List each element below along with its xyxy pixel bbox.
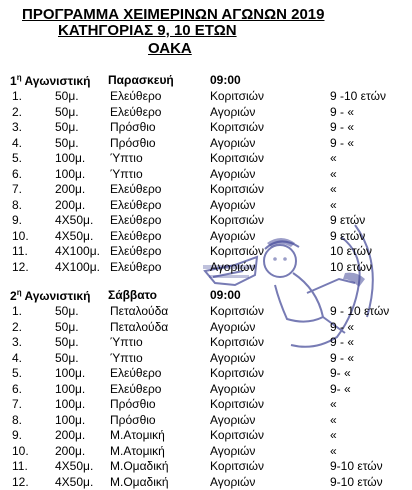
event-style: Μ.Ατομική (110, 443, 165, 458)
event-number: 5. (12, 366, 23, 380)
event-number: 6. (12, 381, 23, 396)
event-distance: 50μ. (55, 135, 79, 150)
event-row (10, 89, 405, 105)
event-style: Ύπτιο (110, 350, 143, 365)
event-row (10, 351, 405, 367)
event-distance: 100μ. (55, 397, 86, 411)
event-row (10, 382, 405, 398)
event-age: 10 ετών (330, 244, 372, 258)
event-number: 4. (12, 135, 23, 150)
event-age: « (330, 151, 337, 165)
event-distance: 100μ. (55, 151, 86, 165)
event-number: 7. (12, 182, 23, 196)
event-style: Ελεύθερο (110, 366, 162, 380)
event-number: 5. (12, 151, 23, 165)
event-style: Πεταλούδα (110, 304, 169, 318)
event-number: 3. (12, 335, 23, 349)
event-distance: 100μ. (55, 381, 86, 396)
event-number: 3. (12, 120, 23, 134)
event-distance: 50μ. (55, 89, 79, 103)
event-age: « (330, 397, 337, 411)
event-distance: 4Χ50μ. (55, 228, 94, 243)
event-gender: Αγοριών (210, 474, 256, 489)
event-distance: 200μ. (55, 443, 86, 458)
event-age: 9- « (330, 366, 351, 380)
event-gender: Κοριτσιών (210, 459, 265, 473)
event-gender: Αγοριών (210, 228, 256, 243)
event-age: 9- « (330, 381, 351, 396)
event-age: 9 - 10 ετών (330, 304, 390, 318)
event-row (10, 213, 405, 229)
session-1-events (10, 89, 405, 275)
event-age: « (330, 412, 337, 427)
event-distance: 50μ. (55, 319, 79, 334)
event-style: Πεταλούδα (110, 319, 169, 334)
event-style: Μ.Ομαδική (110, 459, 169, 473)
event-style: Ελεύθερο (110, 182, 162, 196)
event-gender: Κοριτσιών (210, 244, 265, 258)
event-row (10, 304, 405, 320)
event-style: Πρόσθιο (110, 135, 156, 150)
event-age: 9 - « (330, 120, 355, 134)
event-age: 10 ετών (330, 259, 372, 274)
session-time: 09:00 (210, 73, 241, 87)
event-number: 9. (12, 213, 23, 227)
event-distance: 50μ. (55, 335, 79, 349)
event-row (10, 428, 405, 444)
event-gender: Αγοριών (210, 166, 256, 181)
event-style: Ύπτιο (110, 151, 143, 165)
event-row (10, 366, 405, 382)
event-row (10, 244, 405, 260)
event-style: Ελεύθερο (110, 104, 162, 119)
event-number: 10. (12, 443, 29, 458)
event-number: 10. (12, 228, 29, 243)
event-age: 9 - « (330, 350, 355, 365)
session-title: $2^\eta$ Αγωνιστική (10, 288, 91, 303)
event-number: 1. (12, 89, 23, 103)
event-age: 9 -10 ετών (330, 89, 386, 103)
event-gender: Αγοριών (210, 350, 256, 365)
event-gender: Κοριτσιών (210, 120, 265, 134)
event-distance: 50μ. (55, 104, 79, 119)
event-style: Ελεύθερο (110, 259, 162, 274)
event-age: « (330, 443, 337, 458)
event-gender: Κοριτσιών (210, 397, 265, 411)
event-gender: Κοριτσιών (210, 304, 265, 318)
event-distance: 50μ. (55, 304, 79, 318)
event-style: Ελεύθερο (110, 213, 162, 227)
event-distance: 100μ. (55, 366, 86, 380)
event-distance: 50μ. (55, 120, 79, 134)
session-time: 09:00 (210, 288, 241, 302)
event-row (10, 136, 405, 152)
event-row (10, 182, 405, 198)
event-number: 11. (12, 459, 28, 473)
document-subtitle: ΚΑΤΗΓΟΡΙΑΣ 9, 10 ΕΤΩΝ (58, 22, 237, 39)
event-gender: Αγοριών (210, 412, 256, 427)
event-gender: Κοριτσιών (210, 182, 265, 196)
event-number: 2. (12, 319, 23, 334)
event-gender: Αγοριών (210, 135, 256, 150)
event-row (10, 120, 405, 136)
event-gender: Αγοριών (210, 104, 256, 119)
event-distance: 4Χ50μ. (55, 213, 94, 227)
event-row (10, 151, 405, 167)
event-row (10, 413, 405, 429)
event-style: Ελεύθερο (110, 228, 162, 243)
event-age: « (330, 166, 337, 181)
event-row (10, 444, 405, 460)
event-number: 4. (12, 350, 23, 365)
event-distance: 100μ. (55, 412, 86, 427)
event-distance: 200μ. (55, 428, 86, 442)
event-style: Μ.Ατομική (110, 428, 165, 442)
event-gender: Αγοριών (210, 381, 256, 396)
event-age: 9 ετών (330, 228, 366, 243)
event-age: 9-10 ετών (330, 474, 383, 489)
event-gender: Κοριτσιών (210, 213, 265, 227)
event-row (10, 260, 405, 276)
document-title: ΠΡΟΓΡΑΜΜΑ ΧΕΙΜΕΡΙΝΩΝ ΑΓΩΝΩΝ 2019 (22, 6, 325, 23)
event-gender: Κοριτσιών (210, 428, 265, 442)
event-distance: 50μ. (55, 350, 79, 365)
event-gender: Κοριτσιών (210, 151, 265, 165)
event-style: Ελεύθερο (110, 244, 162, 258)
event-row (10, 198, 405, 214)
event-age: « (330, 197, 337, 212)
event-age: 9-10 ετών (330, 459, 383, 473)
event-number: 11. (12, 244, 28, 258)
event-style: Ύπτιο (110, 166, 143, 181)
event-row (10, 167, 405, 183)
event-style: Πρόσθιο (110, 397, 156, 411)
event-row (10, 320, 405, 336)
event-age: 9 - « (330, 319, 355, 334)
event-age: 9 - « (330, 104, 355, 119)
event-row (10, 397, 405, 413)
event-row (10, 459, 405, 475)
event-style: Ύπτιο (110, 335, 143, 349)
event-style: Μ.Ομαδική (110, 474, 169, 489)
event-distance: 200μ. (55, 182, 86, 196)
event-number: 8. (12, 197, 23, 212)
event-distance: 4Χ50μ. (55, 474, 94, 489)
event-style: Ελεύθερο (110, 197, 162, 212)
event-row (10, 475, 405, 490)
event-age: 9 - « (330, 135, 355, 150)
event-gender: Αγοριών (210, 443, 256, 458)
event-row (10, 229, 405, 245)
event-gender: Κοριτσιών (210, 366, 265, 380)
event-age: 9 - « (330, 335, 355, 349)
event-style: Ελεύθερο (110, 381, 162, 396)
event-number: 6. (12, 166, 23, 181)
event-row (10, 335, 405, 351)
event-number: 8. (12, 412, 23, 427)
venue-title: ΟΑΚΑ (148, 40, 192, 57)
session-day: Σάββατο (108, 288, 157, 302)
event-distance: 200μ. (55, 197, 86, 212)
event-number: 2. (12, 104, 23, 119)
event-age: « (330, 428, 337, 442)
event-distance: 4Χ100μ. (55, 244, 100, 258)
event-distance: 100μ. (55, 166, 86, 181)
event-gender: Κοριτσιών (210, 89, 265, 103)
event-distance: 4Χ100μ. (55, 259, 100, 274)
session-day: Παρασκευή (108, 73, 174, 87)
event-age: « (330, 182, 337, 196)
event-style: Πρόσθιο (110, 120, 156, 134)
event-gender: Κοριτσιών (210, 335, 265, 349)
event-number: 9. (12, 428, 23, 442)
event-distance: 4Χ50μ. (55, 459, 94, 473)
event-gender: Αγοριών (210, 259, 256, 274)
event-number: 1. (12, 304, 23, 318)
session-2-events (10, 304, 405, 490)
event-style: Ελεύθερο (110, 89, 162, 103)
event-number: 12. (12, 259, 29, 274)
event-row (10, 105, 405, 121)
event-style: Πρόσθιο (110, 412, 156, 427)
session-title: $1^\eta$ Αγωνιστική (10, 73, 91, 88)
event-gender: Αγοριών (210, 197, 256, 212)
event-age: 9 ετών (330, 213, 366, 227)
event-number: 7. (12, 397, 23, 411)
event-gender: Αγοριών (210, 319, 256, 334)
event-number: 12. (12, 474, 29, 489)
